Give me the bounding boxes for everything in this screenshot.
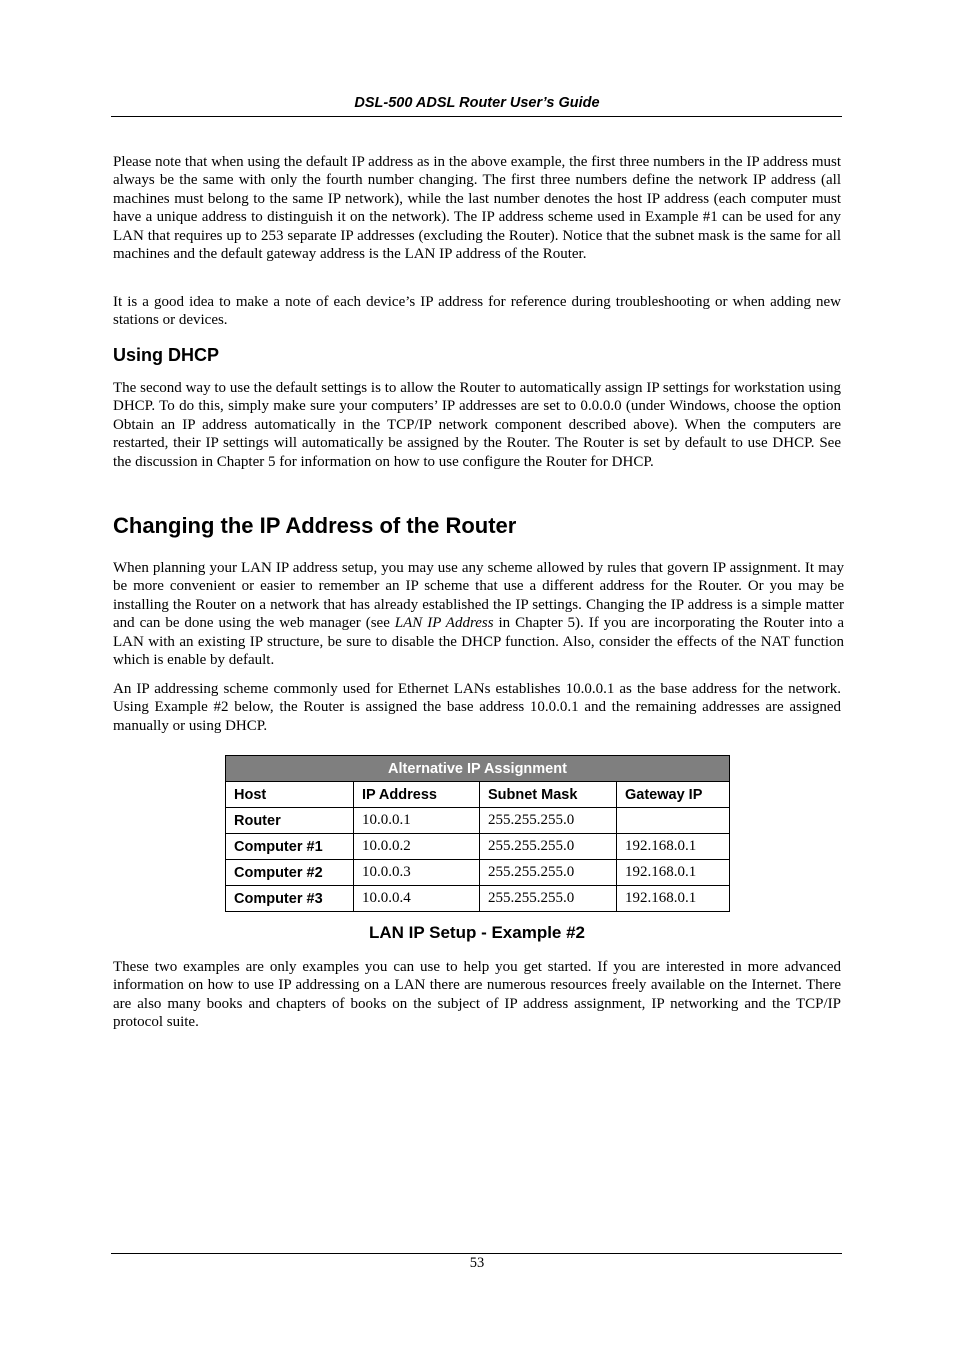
running-header: DSL-500 ADSL Router User’s Guide — [354, 95, 600, 111]
host-cell: Router — [226, 808, 354, 834]
gateway-ip-cell: 192.168.0.1 — [617, 834, 730, 860]
alternative-ip-assignment-table — [225, 755, 730, 912]
host-cell: Computer #1 — [226, 834, 354, 860]
table-row — [226, 808, 730, 834]
table-caption: Alternative IP Assignment — [226, 756, 730, 782]
header-rule — [111, 116, 842, 117]
table-row — [226, 834, 730, 860]
paragraph-default-ip-note: Please note that when using the default IP address as in the above example, the first three numbers in the IP address must always be the same with only the fourth number changing. The first three numbers define the network IP address (all machines must belong to the same IP network), while the last number denotes the host IP address (each computer must have a unique address to distinguish it on the network). The IP address scheme used in Example #1 can be used for any LAN that requires up to 253 separate IP addresses (excluding the Router). Notice that the subnet mask is the same for all machines and the default gateway address is the LAN IP address of the Router. — [113, 154, 841, 263]
subnet-mask-cell: 255.255.255.0 — [480, 808, 617, 834]
column-header-gateway-ip: Gateway IP — [617, 782, 730, 808]
ip-address-cell: 10.0.0.2 — [354, 834, 480, 860]
page-number: 53 — [469, 1255, 485, 1271]
table-header-row — [226, 782, 730, 808]
gateway-ip-cell: 192.168.0.1 — [617, 886, 730, 912]
heading-changing-ip-address: Changing the IP Address of the Router — [113, 513, 517, 538]
gateway-ip-cell — [617, 808, 730, 834]
column-header-host: Host — [226, 782, 354, 808]
table-row — [226, 860, 730, 886]
footer-rule — [111, 1253, 842, 1254]
host-cell: Computer #2 — [226, 860, 354, 886]
host-cell: Computer #3 — [226, 886, 354, 912]
paragraph-record-addresses: It is a good idea to make a note of each device’s IP address for reference during troubleshooting or when adding new stations or devices. — [113, 294, 841, 329]
subnet-mask-cell: 255.255.255.0 — [480, 886, 617, 912]
subnet-mask-cell: 255.255.255.0 — [480, 860, 617, 886]
paragraph-ethernet-scheme: An IP addressing scheme commonly used for Ethernet LANs establishes 10.0.0.1 as the base address for the network. Using Example #2 below, the Router is assigned the base address 10.0.0.1 and the remaining addresses are assigned manually or using DHCP. — [113, 681, 841, 734]
heading-using-dhcp: Using DHCP — [113, 345, 220, 365]
gateway-ip-cell: 192.168.0.1 — [617, 860, 730, 886]
paragraph-planning-lan — [113, 559, 844, 669]
subnet-mask-cell: 255.255.255.0 — [480, 834, 617, 860]
ip-address-cell: 10.0.0.4 — [354, 886, 480, 912]
paragraph-planning-lan-part-1: When planning your LAN IP address setup, you may use any scheme allowed by rules that govern IP assignment. It may be more convenient or easier to remember an IP scheme that use a different address for the Router. Or you may be installing the Router on a network that has already established the IP settings. Changing the IP address is a simple matter and can be done using the web manager (see — [113, 560, 844, 632]
table-row — [226, 886, 730, 912]
table-caption-row — [226, 756, 730, 782]
column-header-subnet-mask: Subnet Mask — [480, 782, 617, 808]
figure-caption: LAN IP Setup - Example #2 — [368, 923, 586, 942]
paragraph-further-resources: These two examples are only examples you can use to help you get started. If you are interested in more advanced information on how to use IP addressing on a LAN there are numerous resources freely available on the Internet. There are also many books and chapters of books on the subject of IP address assignment, IP networking and the TCP/IP protocol suite. — [113, 959, 841, 1031]
paragraph-planning-lan-part-2: in Chapter 5). If you are incorporating the Router into a LAN with an existing IP structure, be sure to disable the DHCP function. Also, consider the effects of the NAT function which is enable by default. — [113, 615, 844, 669]
ip-address-cell: 10.0.0.3 — [354, 860, 480, 886]
column-header-ip-address: IP Address — [354, 782, 480, 808]
lan-ip-address-reference: LAN IP Address — [394, 615, 494, 632]
ip-address-cell: 10.0.0.1 — [354, 808, 480, 834]
paragraph-using-dhcp: The second way to use the default settings is to allow the Router to automatically assign IP settings for workstation using DHCP. To do this, simply make sure your computers’ IP addresses are set to 0.0.0.0 (under Windows, choose the option Obtain an IP address automatically in the TCP/IP network component described above). When the computers are restarted, their IP settings will automatically be assigned by the Router. The Router is set by default to use DHCP. See the discussion in Chapter 5 for information on how to use configure the Router for DHCP. — [113, 380, 841, 470]
